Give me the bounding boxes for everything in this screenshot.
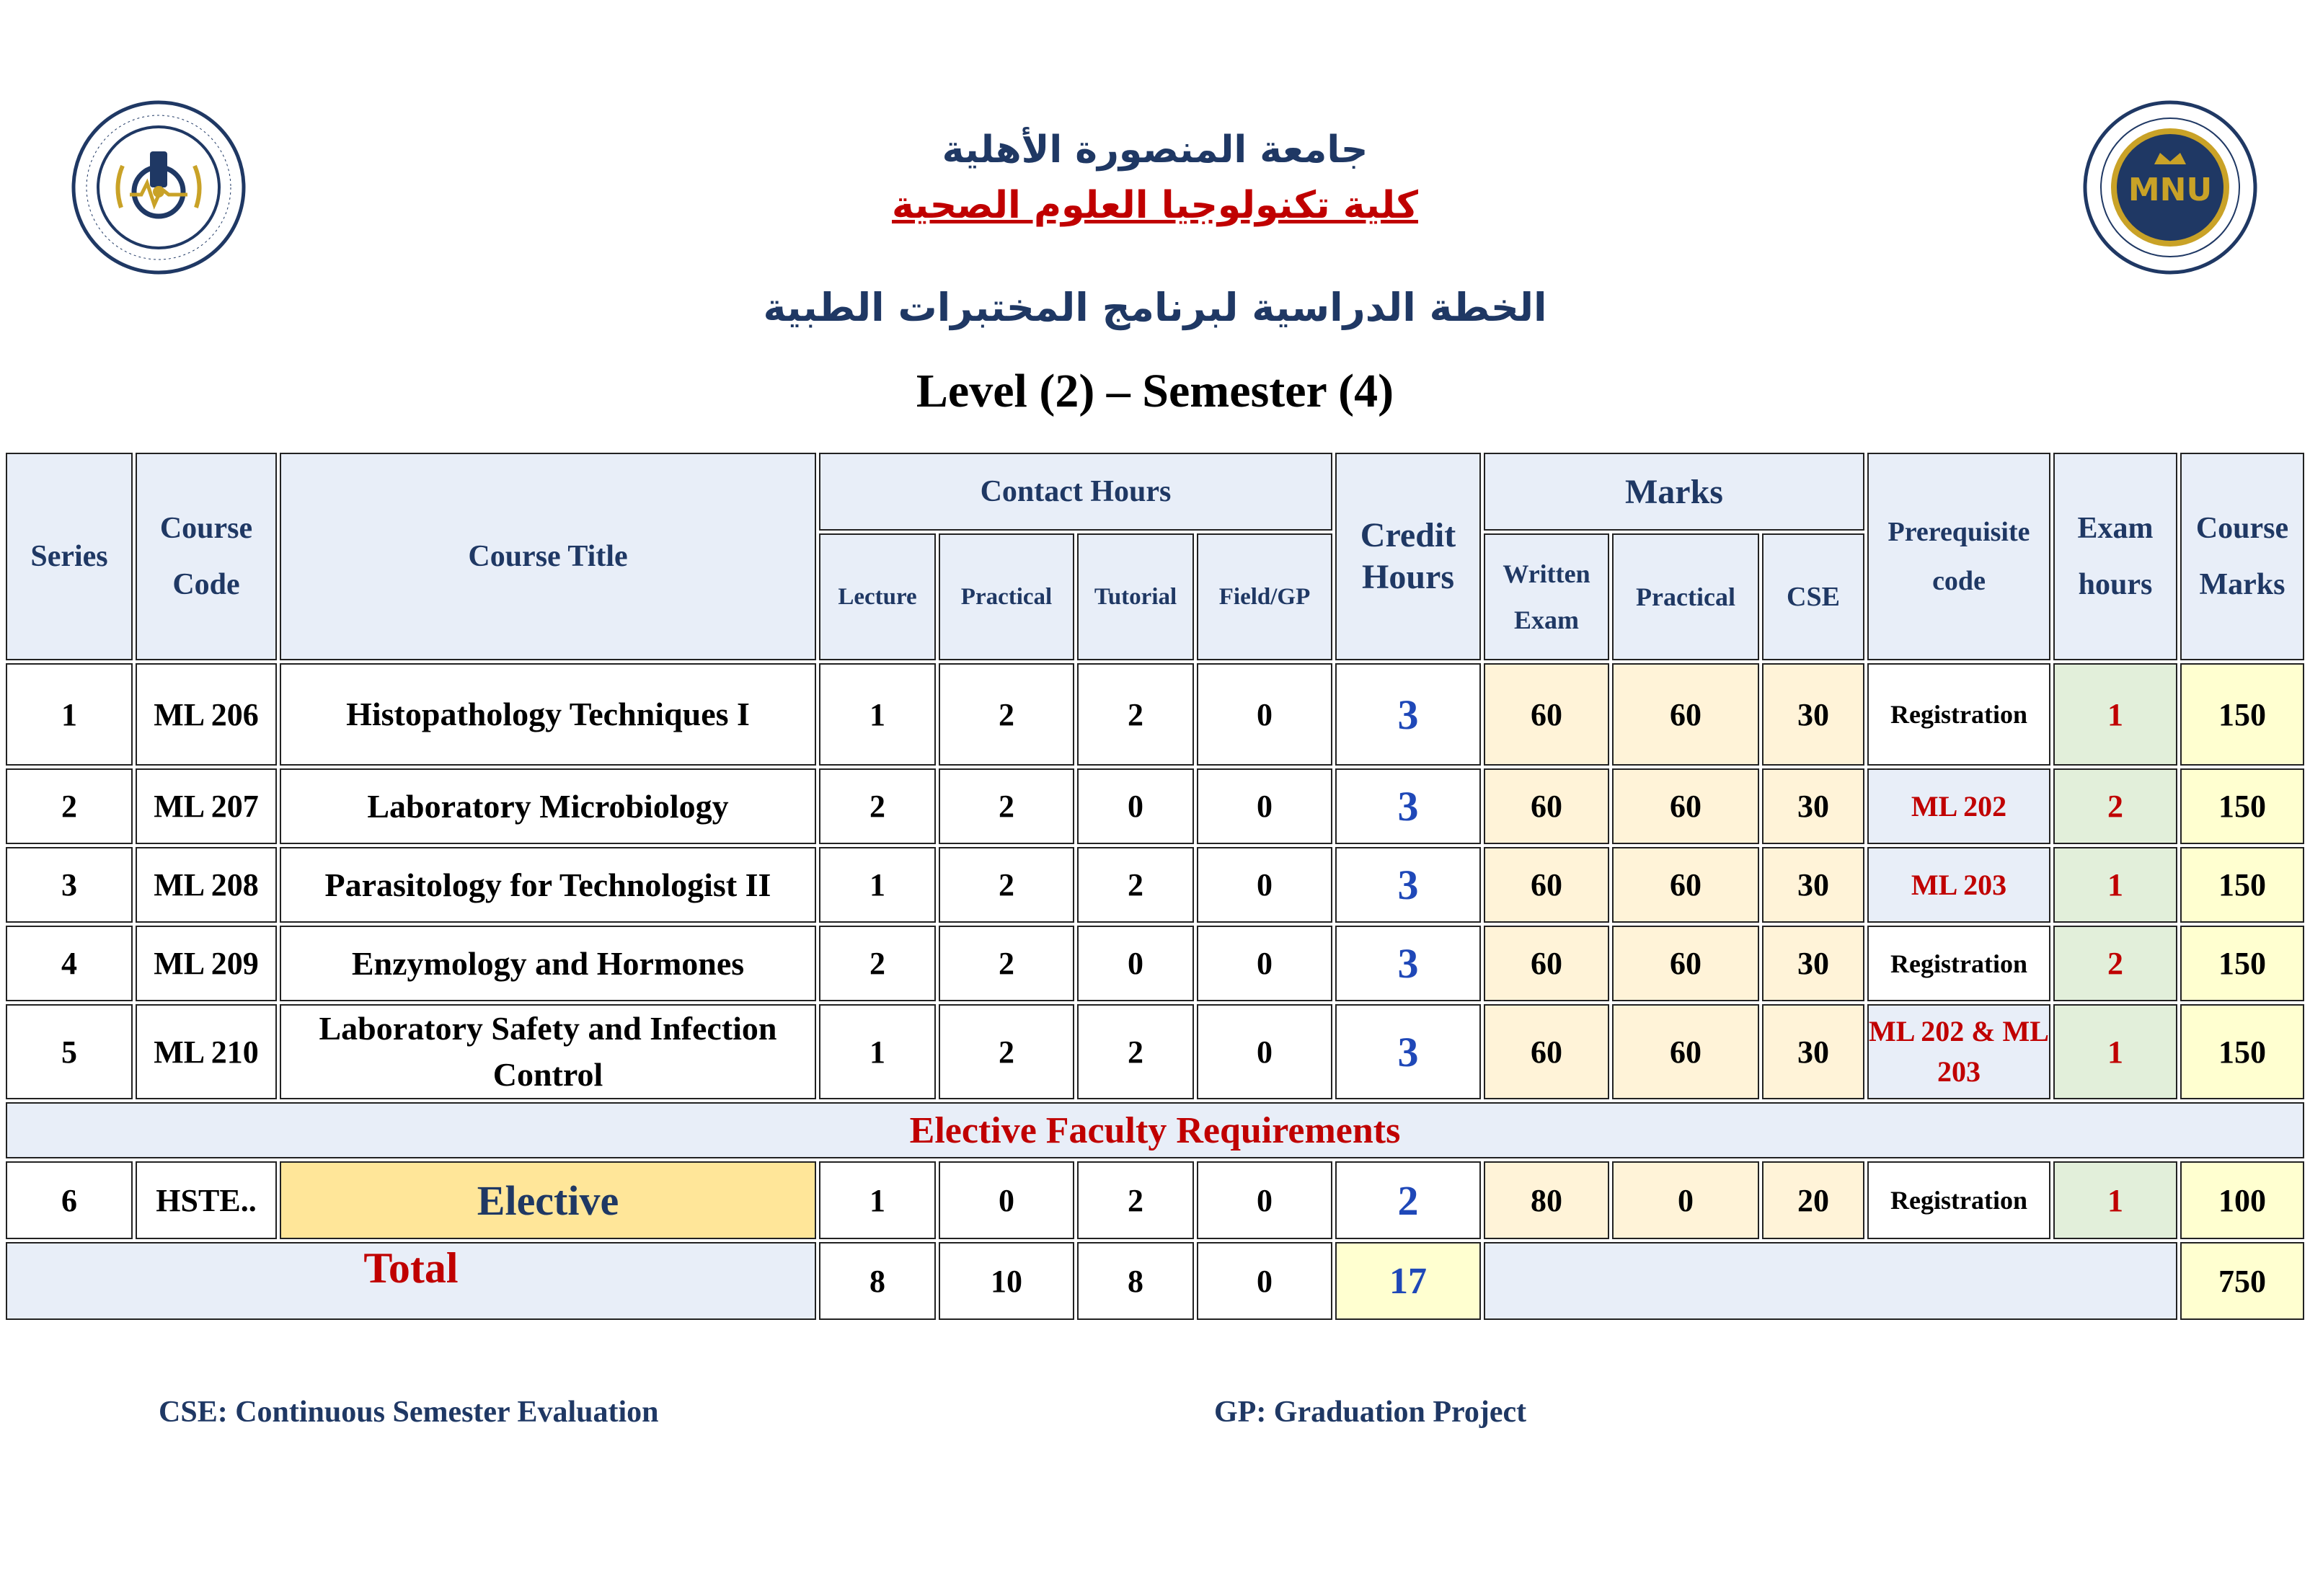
lecture-cell: 1: [819, 1161, 936, 1239]
tutorial-cell: 0: [1077, 926, 1194, 1001]
cse-footnote: CSE: Continuous Semester Evaluation: [159, 1396, 659, 1429]
credit-cell: 2: [1335, 1161, 1481, 1239]
marks-practical-cell: 60: [1612, 663, 1759, 766]
course-marks-cell: 100: [2180, 1161, 2304, 1239]
field-cell: 0: [1197, 847, 1332, 923]
table-row: [6, 926, 2304, 1001]
course-code-cell: ML 207: [136, 768, 277, 844]
table-row: [6, 847, 2304, 923]
course-code-header: Course Code: [136, 453, 277, 660]
series-cell: 4: [6, 926, 133, 1001]
series-cell: 2: [6, 768, 133, 844]
credit-cell: 3: [1335, 768, 1481, 844]
written-cell: 60: [1484, 926, 1609, 1001]
marks-header: Marks: [1484, 453, 1864, 531]
lecture-cell: 2: [819, 926, 936, 1001]
course-title-cell: Histopathology Techniques I: [280, 663, 816, 766]
course-marks-cell: 150: [2180, 847, 2304, 923]
table-row: [6, 1161, 2304, 1239]
field-cell: 0: [1197, 926, 1332, 1001]
prerequisite-cell: Registration: [1867, 1161, 2050, 1239]
prerequisite-cell: Registration: [1867, 663, 2050, 766]
course-title-cell: Laboratory Microbiology: [280, 768, 816, 844]
cse-cell: 30: [1762, 926, 1864, 1001]
lecture-header: Lecture: [819, 533, 936, 660]
total-credit-cell: 17: [1335, 1242, 1481, 1320]
exam-hours-cell: 2: [2053, 926, 2177, 1001]
credit-hours-header: Credit Hours: [1335, 453, 1481, 660]
course-marks-header: Course Marks: [2180, 453, 2304, 660]
table-row: [6, 663, 2304, 766]
elective-section-label: Elective Faculty Requirements: [6, 1102, 2304, 1158]
course-code-cell: ML 210: [136, 1004, 277, 1099]
lecture-cell: 2: [819, 768, 936, 844]
marks-practical-cell: 60: [1612, 847, 1759, 923]
tutorial-header: Tutorial: [1077, 533, 1194, 660]
practical-cell: 0: [939, 1161, 1074, 1239]
total-label: Total: [6, 1242, 816, 1320]
field-cell: 0: [1197, 1004, 1332, 1099]
contact-hours-header: Contact Hours: [819, 453, 1332, 531]
written-cell: 60: [1484, 663, 1609, 766]
practical-cell: 2: [939, 768, 1074, 844]
credit-cell: 3: [1335, 926, 1481, 1001]
cse-header: CSE: [1762, 533, 1864, 660]
level-semester-title: Level (2) – Semester (4): [916, 365, 1394, 417]
course-code-cell: ML 209: [136, 926, 277, 1001]
practical-header: Practical: [939, 533, 1074, 660]
series-cell: 3: [6, 847, 133, 923]
practical-cell: 2: [939, 663, 1074, 766]
course-marks-cell: 150: [2180, 768, 2304, 844]
series-cell: 6: [6, 1161, 133, 1239]
marks-practical-cell: 0: [1612, 1161, 1759, 1239]
total-marks-cell: 750: [2180, 1242, 2304, 1320]
total-tutorial-cell: 8: [1077, 1242, 1194, 1320]
exam-hours-cell: 2: [2053, 768, 2177, 844]
marks-practical-cell: 60: [1612, 926, 1759, 1001]
lecture-cell: 1: [819, 663, 936, 766]
total-field-cell: 0: [1197, 1242, 1332, 1320]
marks-practical-cell: 60: [1612, 768, 1759, 844]
course-title-cell: Laboratory Safety and Infection Control: [280, 1004, 816, 1099]
header-row-1: [6, 453, 2304, 531]
total-practical-cell: 10: [939, 1242, 1074, 1320]
total-lecture-cell: 8: [819, 1242, 936, 1320]
series-header: Series: [6, 453, 133, 660]
plan-title: الخطة الدراسية لبرنامج المختبرات الطبية: [763, 285, 1547, 330]
prerequisite-cell: ML 202: [1867, 768, 2050, 844]
tutorial-cell: 2: [1077, 1161, 1194, 1239]
table-row: [6, 1004, 2304, 1099]
written-cell: 60: [1484, 768, 1609, 844]
lecture-cell: 1: [819, 847, 936, 923]
prerequisite-cell: Registration: [1867, 926, 2050, 1001]
course-code-cell: ML 208: [136, 847, 277, 923]
credit-cell: 3: [1335, 847, 1481, 923]
field-cell: 0: [1197, 768, 1332, 844]
marks-practical-cell: 60: [1612, 1004, 1759, 1099]
practical-cell: 2: [939, 847, 1074, 923]
marks-practical-header: Practical: [1612, 533, 1759, 660]
course-code-cell: ML 206: [136, 663, 277, 766]
credit-cell: 3: [1335, 1004, 1481, 1099]
gp-footnote: GP: Graduation Project: [1214, 1396, 1527, 1429]
course-code-cell: HSTE..: [136, 1161, 277, 1239]
prerequisite-cell: ML 202 & ML 203: [1867, 1004, 2050, 1099]
course-title-cell: Elective: [280, 1161, 816, 1239]
practical-cell: 2: [939, 1004, 1074, 1099]
written-cell: 80: [1484, 1161, 1609, 1239]
tutorial-cell: 0: [1077, 768, 1194, 844]
tutorial-cell: 2: [1077, 1004, 1194, 1099]
lecture-cell: 1: [819, 1004, 936, 1099]
course-marks-cell: 150: [2180, 926, 2304, 1001]
series-cell: 5: [6, 1004, 133, 1099]
field-gp-header: Field/GP: [1197, 533, 1332, 660]
cse-cell: 30: [1762, 1004, 1864, 1099]
tutorial-cell: 2: [1077, 663, 1194, 766]
written-cell: 60: [1484, 1004, 1609, 1099]
course-marks-cell: 150: [2180, 663, 2304, 766]
prerequisite-cell: ML 203: [1867, 847, 2050, 923]
course-title-cell: Parasitology for Technologist II: [280, 847, 816, 923]
total-row: [6, 1242, 2304, 1320]
exam-hours-cell: 1: [2053, 1004, 2177, 1099]
course-title-header: Course Title: [280, 453, 816, 660]
course-title-cell: Enzymology and Hormones: [280, 926, 816, 1001]
exam-hours-cell: 1: [2053, 663, 2177, 766]
university-name: جامعة المنصورة الأهلية: [942, 128, 1368, 172]
cse-cell: 30: [1762, 663, 1864, 766]
practical-cell: 2: [939, 926, 1074, 1001]
svg-text:MNU: MNU: [2128, 172, 2213, 208]
study-plan-table: [3, 450, 2307, 1323]
written-cell: 60: [1484, 847, 1609, 923]
exam-hours-cell: 1: [2053, 847, 2177, 923]
field-cell: 0: [1197, 663, 1332, 766]
prerequisite-header: Prerequisite code: [1867, 453, 2050, 660]
total-blank-cell: [1484, 1242, 2177, 1320]
faculty-name: كلية تكنولوجيا العلوم الصحية: [892, 184, 1418, 227]
exam-hours-header: Exam hours: [2053, 453, 2177, 660]
cse-cell: 30: [1762, 847, 1864, 923]
series-cell: 1: [6, 663, 133, 766]
exam-hours-cell: 1: [2053, 1161, 2177, 1239]
written-exam-header: Written Exam: [1484, 533, 1609, 660]
cse-cell: 20: [1762, 1161, 1864, 1239]
credit-cell: 3: [1335, 663, 1481, 766]
cse-cell: 30: [1762, 768, 1864, 844]
table-row: [6, 768, 2304, 844]
section-row: [6, 1102, 2304, 1158]
tutorial-cell: 2: [1077, 847, 1194, 923]
field-cell: 0: [1197, 1161, 1332, 1239]
course-marks-cell: 150: [2180, 1004, 2304, 1099]
